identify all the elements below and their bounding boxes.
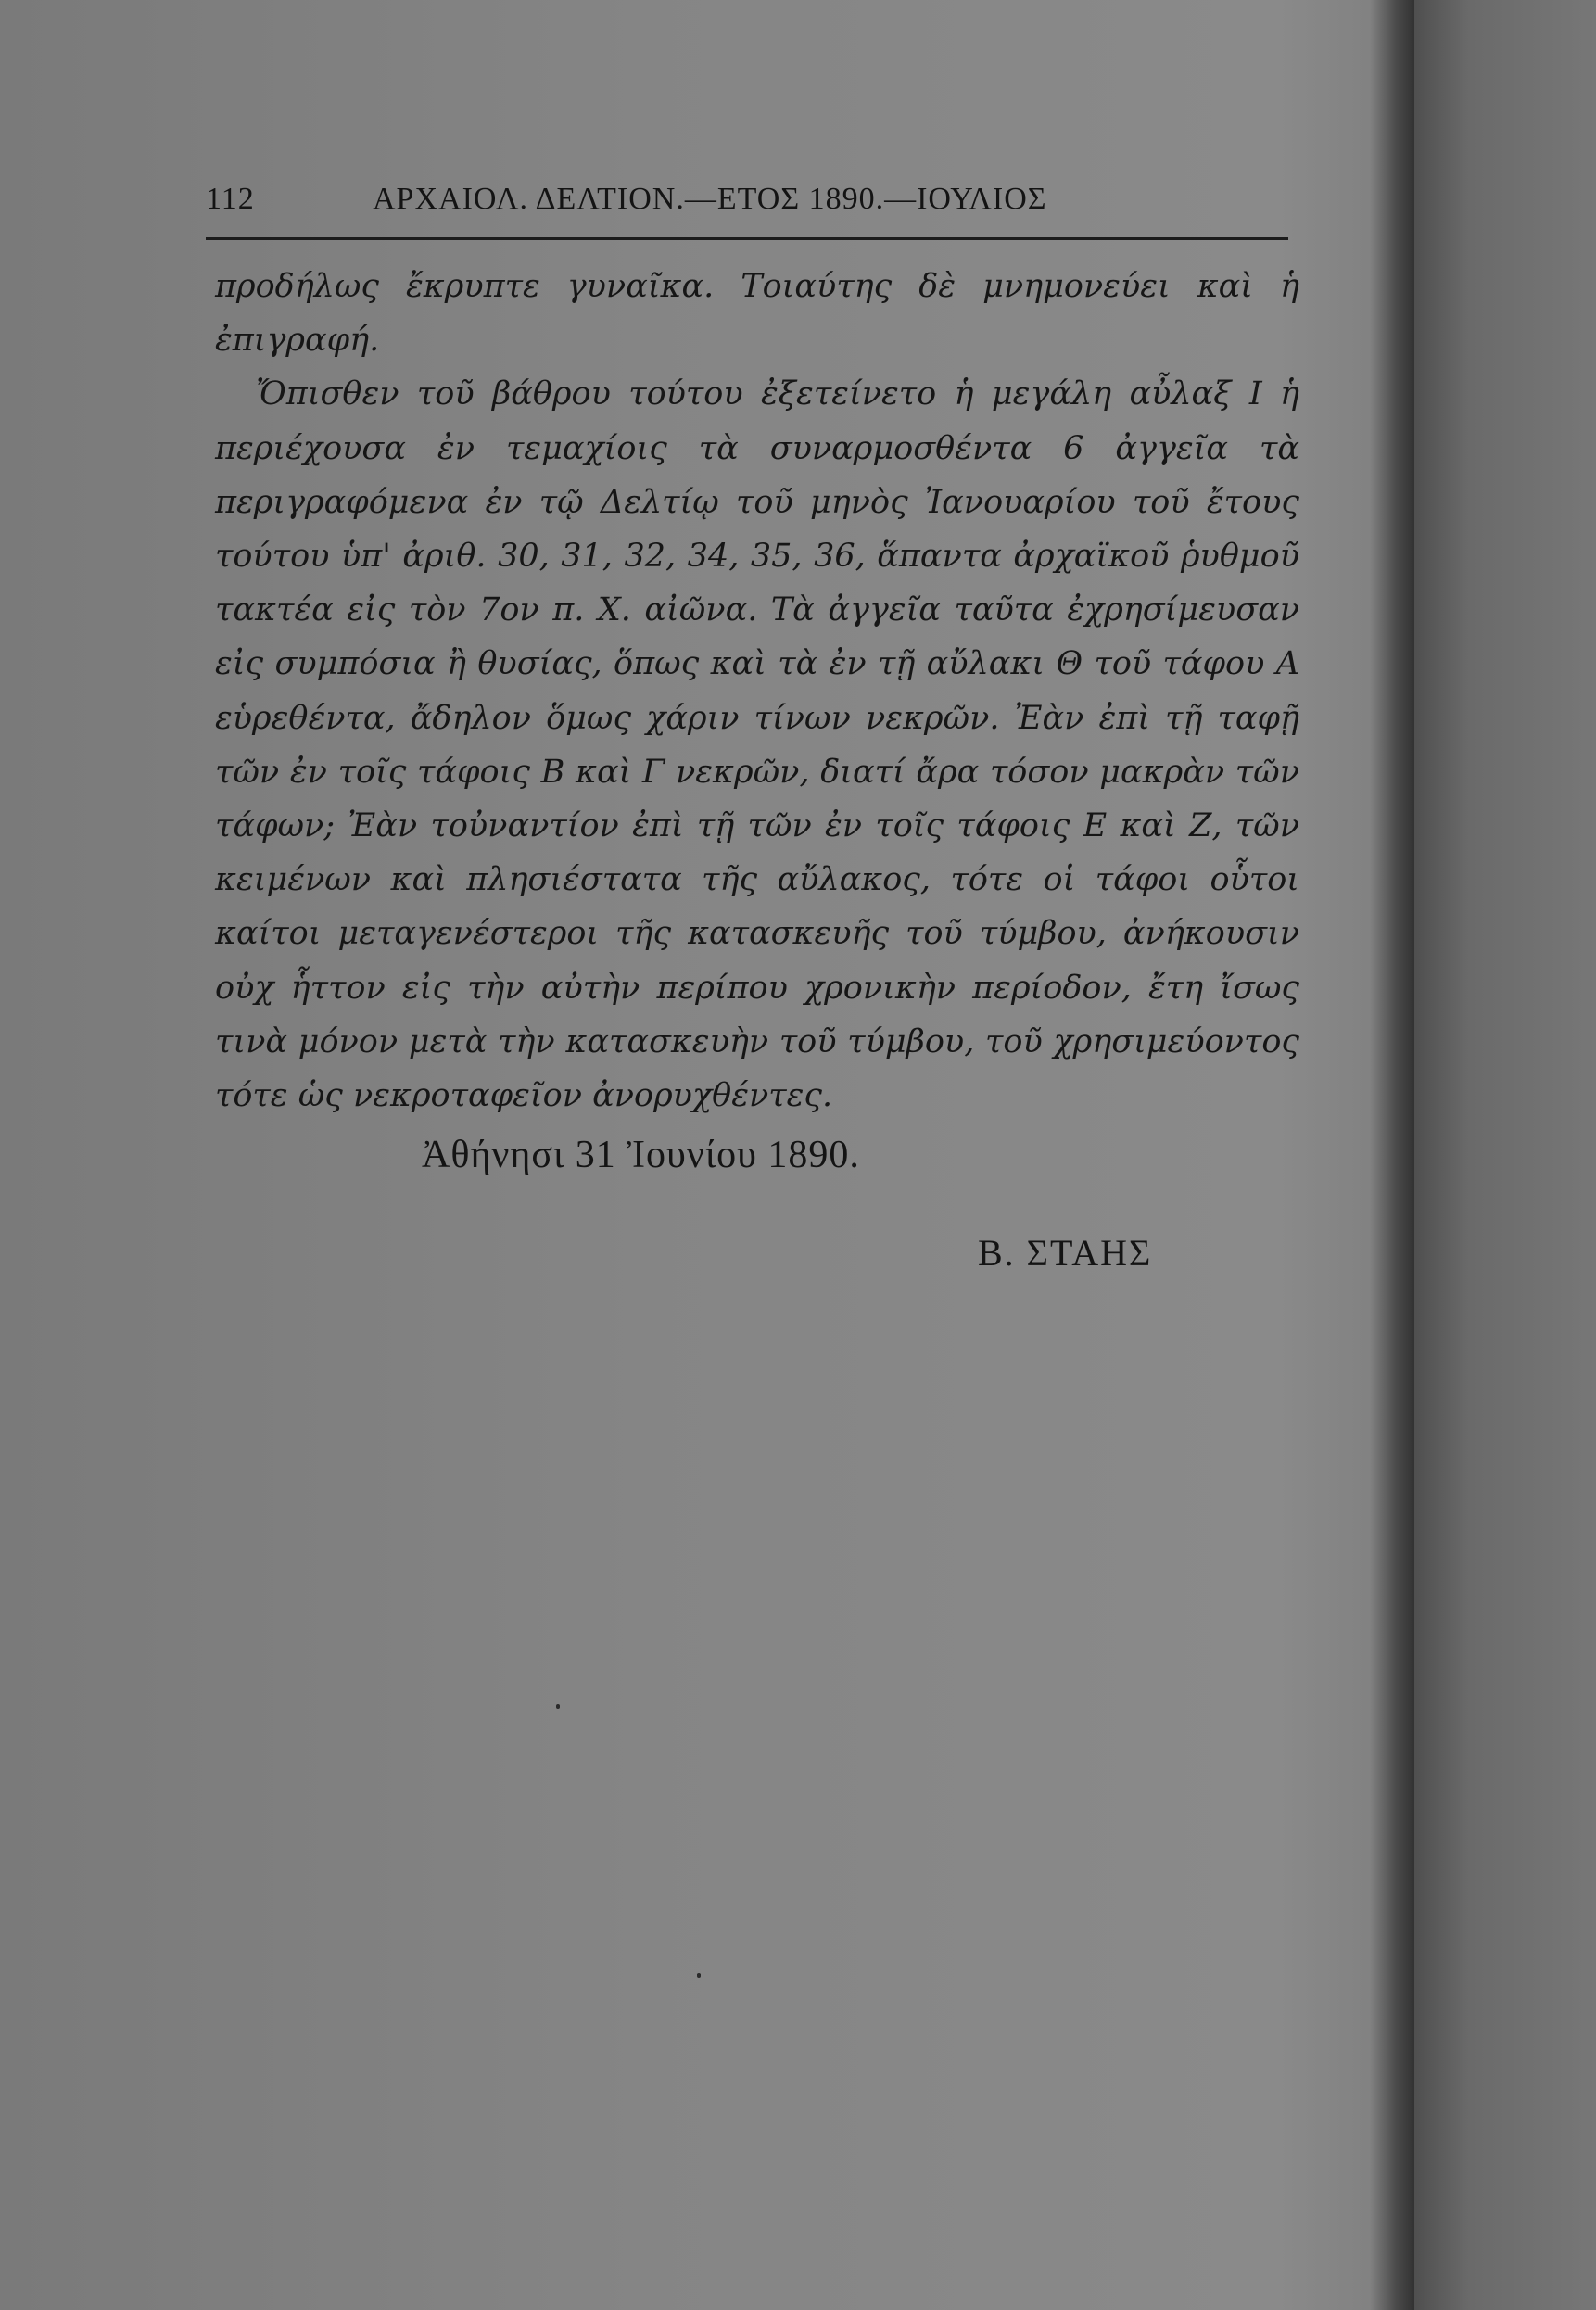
- journal-header-title: ΑΡΧΑΙΟΛ. ΔΕΛΤΙΟΝ.—ΕΤΟΣ 1890.—ΙΟΥΛΙΟΣ: [373, 182, 1047, 216]
- print-speck: [556, 1704, 560, 1709]
- header-rule: [206, 237, 1288, 240]
- print-speck: [697, 1973, 701, 1978]
- author-signature: Β. ΣΤΑΗΣ: [978, 1232, 1153, 1274]
- running-header: [206, 182, 1281, 228]
- paragraph-continuation: προδήλως ἔκρυπτε γυναῖκα. Τοιαύτης δὲ μνημονεύει καὶ ἡ ἐπιγραφή.: [215, 268, 1299, 360]
- page-number: 112: [206, 182, 255, 216]
- book-gutter-shadow: [1370, 0, 1414, 2310]
- dateline: Ἀθήνησι 31 Ἰουνίου 1890.: [422, 1134, 860, 1176]
- article-body: [215, 260, 1299, 1123]
- paragraph-main: Ὄπισθεν τοῦ βάθρου τούτου ἐξετείνετο ἡ μεγάλη αὖλαξ Ι ἡ περιέχουσα ἐν τεμαχίοις τὰ συναρμοσθέντα 6 ἀγγεῖα τὰ περιγραφόμενα ἐν τῷ Δελτίῳ τοῦ μηνὸς Ἰανουαρίου τοῦ ἔτους τούτου ὑπ' ἀριθ. 30, 31, 32, 34, 35, 36, ἅπαντα ἀρχαϊκοῦ ῥυθμοῦ τακτέα εἰς τὸν 7ον π. Χ. αἰῶνα. Τὰ ἀγγεῖα ταῦτα ἐχρησίμευσαν εἰς συμπόσια ἢ θυσίας, ὅπως καὶ τὰ ἐν τῇ αὔλακι Θ τοῦ τάφου Α εὑρεθέντα, ἄδηλον ὅμως χάριν τίνων νεκρῶν. Ἐὰν ἐπὶ τῇ ταφῇ τῶν ἐν τοῖς τάφοις Β καὶ Γ νεκρῶν, διατί ἄρα τόσον μακρὰν τῶν τάφων; Ἐὰν τοὐναντίον ἐπὶ τῇ τῶν ἐν τοῖς τάφοις Ε καὶ Ζ, τῶν κειμένων καὶ πλησιέστατα τῆς αὔλακος, τότε οἱ τάφοι οὗτοι καίτοι μεταγενέστεροι τῆς κατασκευῆς τοῦ τύμβου, ἀνήκουσιν οὐχ ἧττον εἰς τὴν αὐτὴν περίπου χρονικὴν περίοδον, ἔτη ἴσως τινὰ μόνον μετὰ τὴν κατασκευὴν τοῦ τύμβου, τοῦ χρησιμεύοντος τότε ὡς νεκροταφεῖον ἀνορυχθέντες.: [215, 375, 1299, 1115]
- adjacent-page-edge: [1414, 0, 1596, 2310]
